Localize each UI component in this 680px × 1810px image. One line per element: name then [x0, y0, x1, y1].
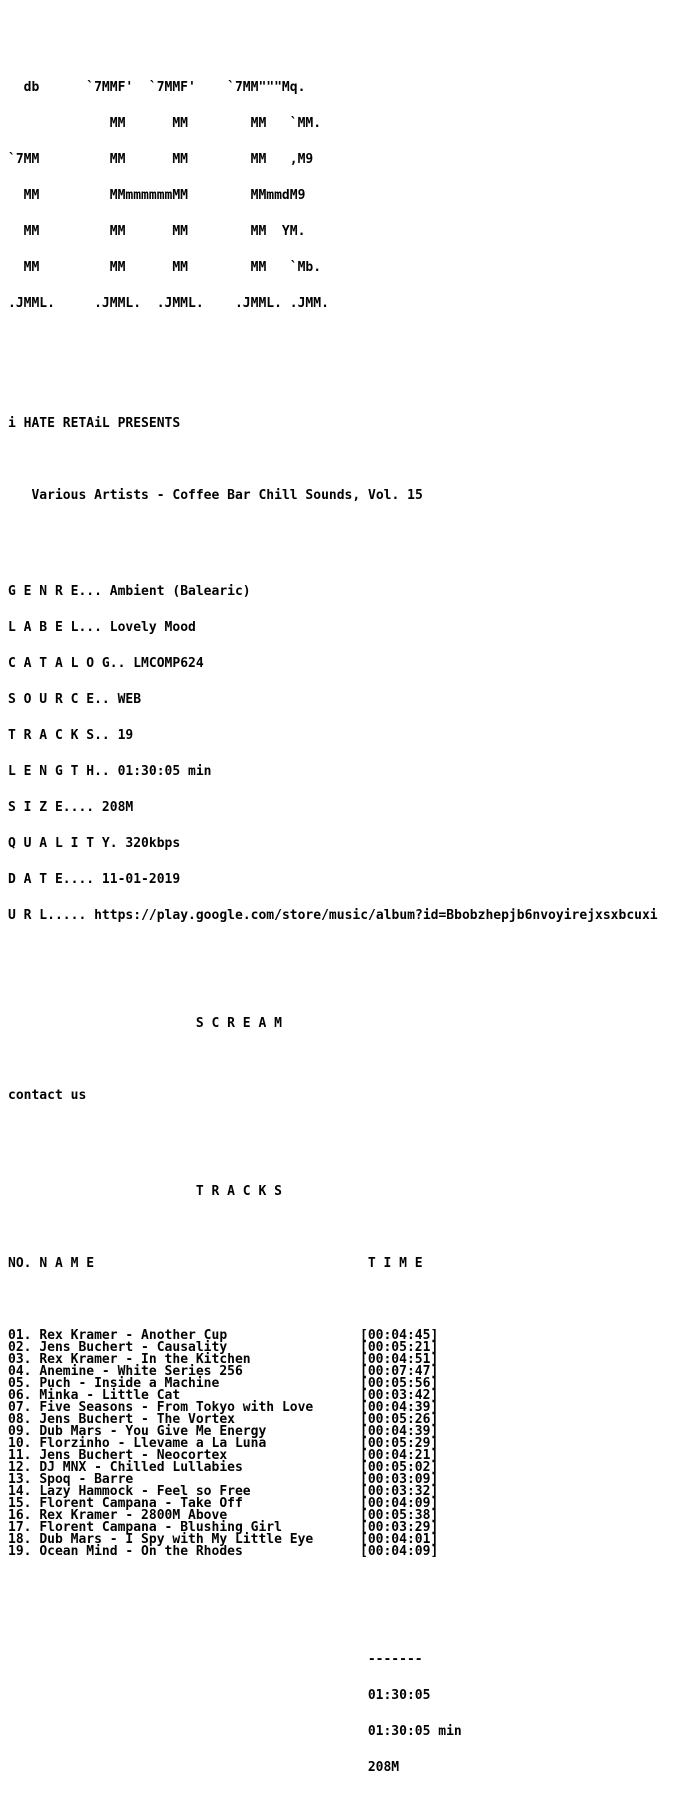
- track-time: [00:04:01]: [360, 1532, 439, 1547]
- track-title: Dub Mars - I Spy with My Little Eye: [39, 1532, 314, 1547]
- track-number: 07.: [8, 1400, 32, 1415]
- track-title: Florent Campana - Blushing Girl: [39, 1520, 282, 1535]
- column-name: N A M E: [39, 1256, 95, 1271]
- track-number: 19.: [8, 1544, 32, 1559]
- track-number: 10.: [8, 1436, 32, 1451]
- logo-line: MM MM MM MM YM.: [8, 224, 306, 239]
- track-time: [00:05:21]: [360, 1340, 439, 1355]
- track-number: 12.: [8, 1460, 32, 1475]
- track-number: 18.: [8, 1532, 32, 1547]
- totals-size: 208M: [367, 1760, 400, 1775]
- logo-line: .JMML. .JMML. .JMML. .JMML. .JMM.: [8, 296, 329, 311]
- release-title: Various Artists - Coffee Bar Chill Sounds, Vol. 15: [31, 488, 423, 503]
- track-number: 13.: [8, 1472, 32, 1487]
- track-time: [00:05:26]: [360, 1412, 439, 1427]
- ascii-logo: [8, 58, 658, 334]
- info-quality: Q U A L I T Y. 320kbps: [8, 836, 181, 851]
- column-time: T I M E: [367, 1256, 423, 1271]
- track-time: [00:04:09]: [360, 1544, 439, 1559]
- track-number: 02.: [8, 1340, 32, 1355]
- track-title: Florent Campana - Take Off: [39, 1496, 243, 1511]
- info-tracks: T R A C K S.. 19: [8, 728, 134, 743]
- track-title: Jens Buchert - Causality: [39, 1340, 228, 1355]
- track-number: 16.: [8, 1508, 32, 1523]
- logo-line: `7MM MM MM MM ,M9: [8, 152, 314, 167]
- info-source: S O U R C E.. WEB: [8, 692, 142, 707]
- info-date: D A T E.... 11-01-2019: [8, 872, 181, 887]
- track-number: 04.: [8, 1364, 32, 1379]
- track-number: 06.: [8, 1388, 32, 1403]
- track-title: Rex Kramer - 2800M Above: [39, 1508, 228, 1523]
- track-title: Spoq - Barre: [39, 1472, 134, 1487]
- info-length: L E N G T H.. 01:30:05 min: [8, 764, 212, 779]
- track-number: 03.: [8, 1352, 32, 1367]
- track-title: Puch - Inside a Machine: [39, 1376, 220, 1391]
- logo-line: MM MM MM `MM.: [8, 116, 322, 131]
- track-time: [00:05:02]: [360, 1460, 439, 1475]
- nfo-document: [8, 34, 658, 1810]
- track-number: 11.: [8, 1448, 32, 1463]
- track-title: Jens Buchert - Neocortex: [39, 1448, 228, 1463]
- track-time: [00:04:51]: [360, 1352, 439, 1367]
- info-size: S I Z E.... 208M: [8, 800, 134, 815]
- track-title: Anemine - White Series 256: [39, 1364, 243, 1379]
- track-time: [00:05:29]: [360, 1436, 439, 1451]
- info-catalog: C A T A L O G.. LMCOMP624: [8, 656, 204, 671]
- track-title: Lazy Hammock - Feel so Free: [39, 1484, 251, 1499]
- group-presents-line: i HATE RETAiL PRESENTS: [8, 416, 181, 431]
- totals-length-min: 01:30:05 min: [367, 1724, 462, 1739]
- contact-link[interactable]: contact us: [8, 1088, 87, 1103]
- track-time: [00:04:39]: [360, 1400, 439, 1415]
- track-time: [00:05:56]: [360, 1376, 439, 1391]
- tracks-heading: T R A C K S: [195, 1184, 282, 1199]
- track-title: DJ MNX - Chilled Lullabies: [39, 1460, 243, 1475]
- info-url: U R L..... https://play.google.com/store/music/album?id=Bbobzhepjb6nvoyirejxsxbcuxi: [8, 908, 658, 923]
- logo-line: MM MM MM MM `Mb.: [8, 260, 322, 275]
- logo-line: db `7MMF' `7MMF' `7MM"""Mq.: [8, 80, 306, 95]
- track-title: Jens Buchert - The Vortex: [39, 1412, 235, 1427]
- track-time: [00:04:45]: [360, 1328, 439, 1343]
- track-title: Minka - Little Cat: [39, 1388, 181, 1403]
- track-number: 15.: [8, 1496, 32, 1511]
- tracklist-header: [8, 1258, 658, 1270]
- track-time: [00:03:32]: [360, 1484, 439, 1499]
- track-number: 09.: [8, 1424, 32, 1439]
- track-time: [00:05:38]: [360, 1508, 439, 1523]
- totals-separator: -------: [367, 1652, 423, 1667]
- logo-line: MM MMmmmmmmMM MMmmdM9: [8, 188, 306, 203]
- track-title: Five Seasons - From Tokyo with Love: [39, 1400, 314, 1415]
- track-time: [00:03:42]: [360, 1388, 439, 1403]
- track-number: 14.: [8, 1484, 32, 1499]
- column-no: NO.: [8, 1256, 32, 1271]
- track-title: Ocean Mind - On the Rhodes: [39, 1544, 243, 1559]
- track-time: [00:03:29]: [360, 1520, 439, 1535]
- track-title: Dub Mars - You Give Me Energy: [39, 1424, 267, 1439]
- info-label: L A B E L... Lovely Mood: [8, 620, 196, 635]
- track-time: [00:07:47]: [360, 1364, 439, 1379]
- scream-heading: S C R E A M: [195, 1016, 282, 1031]
- track-number: 05.: [8, 1376, 32, 1391]
- totals-block: [8, 1630, 658, 1798]
- track-title: Rex Kramer - Another Cup: [39, 1328, 228, 1343]
- track-number: 17.: [8, 1520, 32, 1535]
- track-row: [8, 1546, 658, 1558]
- info-block: [8, 562, 658, 946]
- track-title: Rex Kramer - In the Kitchen: [39, 1352, 251, 1367]
- track-title: Florzinho - Llevame a La Luna: [39, 1436, 267, 1451]
- info-genre: G E N R E... Ambient (Balearic): [8, 584, 251, 599]
- totals-length: 01:30:05: [367, 1688, 431, 1703]
- track-number: 08.: [8, 1412, 32, 1427]
- track-time: [00:04:21]: [360, 1448, 439, 1463]
- tracklist: [8, 1330, 658, 1558]
- track-time: [00:03:09]: [360, 1472, 439, 1487]
- track-number: 01.: [8, 1328, 32, 1343]
- album-url-link[interactable]: https://play.google.com/store/music/album?id=Bbobzhepjb6nvoyirejxsxbcuxi: [94, 908, 658, 923]
- track-time: [00:04:09]: [360, 1496, 439, 1511]
- track-time: [00:04:39]: [360, 1424, 439, 1439]
